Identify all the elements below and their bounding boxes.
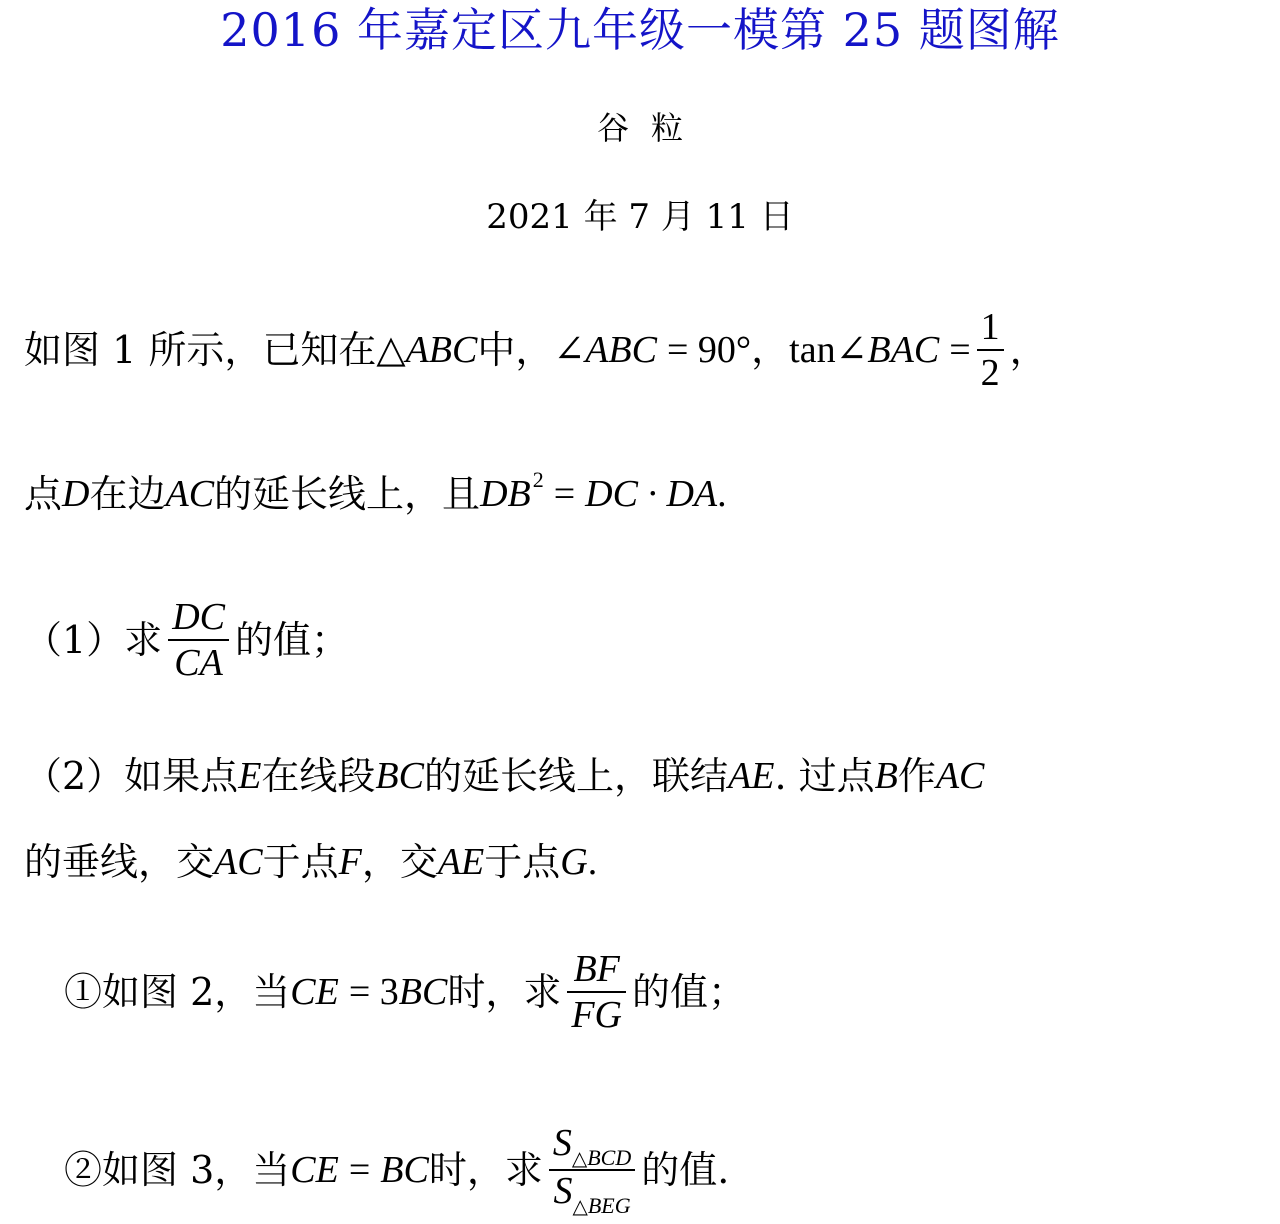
fraction-denominator: CA xyxy=(174,642,223,684)
author-name: 谷粒 xyxy=(596,109,705,147)
question-2-part-1 xyxy=(64,946,746,1038)
math-equals: = xyxy=(348,1149,371,1191)
triangle-symbol: △ xyxy=(572,1196,588,1218)
math-bc: BC xyxy=(398,971,448,1013)
text-segment: 于点 xyxy=(262,840,339,884)
part-1-suffix: 的值； xyxy=(632,970,747,1014)
document-date: 2021 年 7 月 11 日 xyxy=(486,197,794,237)
text-segment: 时，求 xyxy=(447,970,562,1014)
document-title: 2016 年嘉定区九年级一模第 25 题图解 xyxy=(220,3,1060,57)
text-segment: 点 xyxy=(24,472,63,516)
fraction-bf-over-fg xyxy=(567,947,626,1037)
text-segment: 中， xyxy=(477,328,554,372)
text-segment: 如图 1 所示，已知在 xyxy=(24,328,377,372)
math-tan: ，tan xyxy=(751,329,836,371)
area-subscript xyxy=(572,1145,631,1170)
math-segment-ac: AC xyxy=(935,755,985,797)
problem-statement-line-2 xyxy=(24,467,727,518)
math-ce: CE xyxy=(290,971,339,1013)
question-1 xyxy=(24,594,349,686)
question-1-suffix: 的值； xyxy=(234,618,349,662)
math-db: DB xyxy=(480,473,531,515)
math-exponent: 2 xyxy=(532,467,544,492)
math-equals: = xyxy=(553,473,576,515)
math-angle-bac: BAC xyxy=(867,329,940,371)
text-segment: ，交 xyxy=(361,840,438,884)
math-point-d: D xyxy=(62,473,90,515)
math-point-f: F xyxy=(338,841,362,883)
question-2-line-2 xyxy=(24,838,597,886)
text-segment: 的垂线，交 xyxy=(24,840,215,884)
math-equals: = xyxy=(949,329,971,371)
text-segment: 的延长线上，且 xyxy=(214,472,481,516)
math-point-g: G xyxy=(560,841,588,883)
text-period: . xyxy=(587,841,598,883)
question-2-part-2 xyxy=(64,1122,729,1218)
math-equals-3: = 3 xyxy=(348,971,399,1013)
subscript-bcd: BCD xyxy=(587,1145,632,1170)
math-ce: CE xyxy=(290,1149,339,1191)
math-point-e: E xyxy=(238,755,262,797)
fraction-one-half xyxy=(977,305,1004,395)
angle-symbol: ∠ xyxy=(835,329,868,371)
part-1-prefix: ①如图 2，当 xyxy=(64,970,291,1014)
fraction-dc-over-ca xyxy=(168,595,229,685)
area-symbol: S xyxy=(553,1170,573,1212)
text-segment: 作 xyxy=(897,754,936,798)
triangle-symbol: △ xyxy=(376,329,406,371)
math-segment-ac: AC xyxy=(165,473,215,515)
fraction-denominator: FG xyxy=(571,994,622,1036)
text-segment: ， xyxy=(1009,328,1048,372)
math-dc-times-da: DC · DA xyxy=(585,473,718,515)
math-segment-ae: AE xyxy=(437,841,485,883)
question-2-prefix: （2）如果点 xyxy=(24,754,239,798)
fraction-numerator: DC xyxy=(172,596,225,638)
problem-statement-line-1 xyxy=(24,306,1048,394)
math-segment-ac: AC xyxy=(214,841,263,883)
text-segment: 时，求 xyxy=(428,1148,543,1192)
text-segment: . 过点 xyxy=(774,754,875,798)
part-2-suffix: 的值. xyxy=(641,1148,730,1192)
text-segment: 在边 xyxy=(89,472,166,516)
math-point-b: B xyxy=(874,755,898,797)
area-symbol: S xyxy=(552,1122,572,1164)
fraction-numerator: BF xyxy=(573,948,620,990)
fraction-numerator: 1 xyxy=(980,306,1000,348)
text-segment: 的延长线上，联结 xyxy=(423,754,728,798)
fraction-denominator: 2 xyxy=(980,352,1000,394)
text-segment: 在线段 xyxy=(261,754,376,798)
fraction-area-ratio xyxy=(549,1123,635,1217)
triangle-symbol: △ xyxy=(571,1148,588,1170)
part-2-prefix: ②如图 3，当 xyxy=(64,1148,291,1192)
question-2-line-1 xyxy=(24,752,984,800)
question-1-prefix: （1）求 xyxy=(24,618,163,662)
math-equals-90: = 90° xyxy=(667,329,752,371)
math-segment-bc: BC xyxy=(375,755,424,797)
fraction-denominator xyxy=(549,1171,634,1217)
subscript-beg: BEG xyxy=(587,1193,631,1218)
math-bc: BC xyxy=(380,1149,429,1191)
math-angle-abc: ABC xyxy=(585,329,657,371)
text-period: . xyxy=(717,473,727,515)
fraction-numerator xyxy=(549,1123,635,1169)
math-triangle-abc: ABC xyxy=(405,329,478,371)
math-segment-ae: AE xyxy=(728,755,775,797)
area-subscript xyxy=(572,1193,630,1218)
text-segment: 于点 xyxy=(484,840,561,884)
angle-symbol: ∠ xyxy=(553,329,586,371)
